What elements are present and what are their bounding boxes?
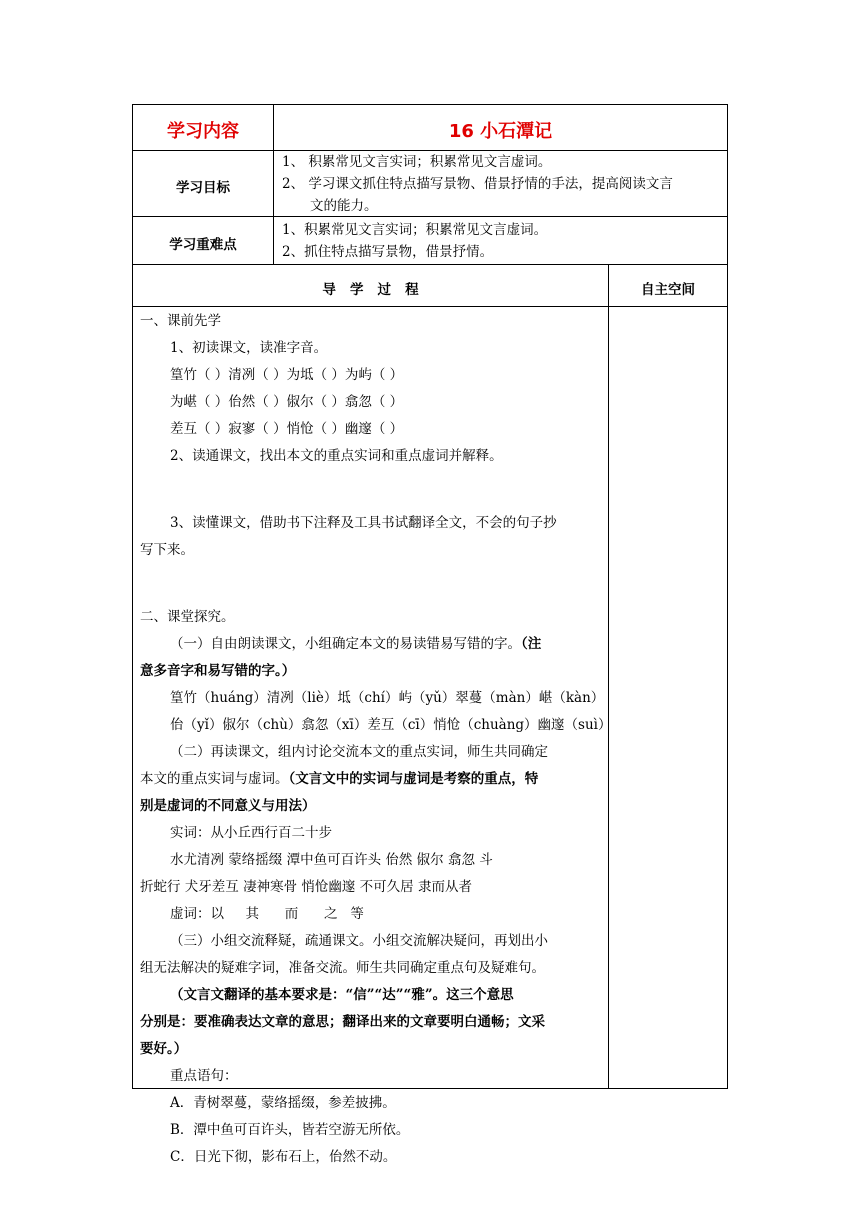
key-sentence: A．青树翠蔓，蒙络摇缀，参差披拂。 — [170, 1095, 396, 1111]
section-heading: 一、课前先学 — [140, 313, 221, 329]
shici-row: 折蛇行 犬牙差互 凄神寒骨 悄怆幽邃 不可久居 隶而从者 — [140, 879, 472, 895]
shici-heading: 实词：从小丘西行百二十步 — [170, 825, 332, 841]
explore-part-3-cont: 组无法解决的疑难字词，准备交流。师生共同确定重点句及疑难句。 — [140, 960, 545, 976]
goal-item: 2、 学习课文抓住特点描写景物、借景抒情的手法，提高阅读文言 — [282, 176, 673, 192]
focus-text — [282, 219, 722, 263]
key-sentences-label: 重点语句： — [170, 1068, 238, 1084]
shici-row: 水尤清冽 蒙络摇缀 潭中鱼可百许头 佁然 俶尔 翕忽 斗 — [170, 852, 493, 868]
side-space-label: 自主空间 — [641, 282, 695, 298]
phonetic-item: 差互（ ） — [170, 421, 229, 437]
explore-part-2: （二）再读课文，组内讨论交流本文的重点实词，师生共同确定 — [170, 744, 548, 760]
phonetic-item: 寂寥（ ） — [228, 421, 287, 437]
focus-label: 学习重难点 — [169, 237, 237, 253]
phonetic-item: 俶尔（ ） — [286, 394, 345, 410]
goals-text — [282, 151, 722, 217]
pinyin-row: 佁（yǐ）俶尔（chù）翕忽（xī）差互（cī）悄怆（chuàng）幽邃（suì） — [170, 717, 612, 733]
goal-item: 1、 积累常见文言实词；积累常见文言虚词。 — [282, 154, 552, 170]
goals-label: 学习目标 — [176, 180, 230, 196]
row-divider — [132, 306, 728, 307]
lesson-body — [140, 308, 612, 1171]
bold-note: （文言文中的实词与虚词是考察的重点，特 — [288, 771, 539, 787]
step-3: 3、读懂课文，借助书下注释及工具书试翻译全文，不会的句子抄 — [170, 515, 557, 531]
pinyin-row: 篁竹（huáng）清冽（liè）坻（chí）屿（yǔ）翠蔓（màn）嵁（kàn） — [170, 690, 605, 706]
phonetic-item: 幽邃（ ） — [344, 421, 404, 437]
key-sentence: B．潭中鱼可百许头，皆若空游无所依。 — [170, 1122, 410, 1138]
phonetic-row — [140, 362, 605, 389]
explore-part-2-cont — [140, 766, 605, 793]
xuci-row: 虚词：以 其 而 之 等 — [170, 906, 364, 922]
bold-note: 别是虚词的不同意义与用法） — [140, 798, 316, 814]
table-border-right — [727, 104, 728, 1089]
process-label: 导 学 过 程 — [322, 282, 419, 298]
phonetic-item: 为坻（ ） — [286, 367, 345, 383]
bold-note: （文言文翻译的基本要求是：“信”“达”“雅”。这三个意思 — [170, 987, 514, 1003]
bold-note: （注 — [521, 636, 542, 652]
step-1: 1、初读课文，读准字音。 — [170, 340, 328, 356]
paragraph-text: 本文的重点实词与虚词。 — [140, 771, 289, 787]
step-2: 2、读通课文，找出本文的重点实词和重点虚词并解释。 — [170, 448, 503, 464]
phonetic-item: 为屿（ ） — [344, 367, 404, 383]
phonetic-item: 翕忽（ ） — [344, 394, 404, 410]
goal-item: 文的能力。 — [310, 198, 378, 214]
phonetic-item: 佁然（ ） — [228, 394, 287, 410]
focus-item: 2、抓住特点描写景物，借景抒情。 — [282, 244, 494, 260]
step-3-cont: 写下来。 — [140, 542, 194, 558]
explore-part-3: （三）小组交流释疑，疏通课文。小组交流解决疑问，再划出小 — [170, 933, 548, 949]
key-sentence: C．日光下彻，影布石上，佁然不动。 — [170, 1149, 397, 1165]
phonetic-item: 悄怆（ ） — [286, 421, 345, 437]
phonetic-item: 为嵁（ ） — [170, 394, 229, 410]
table-border-top — [132, 104, 728, 105]
bold-note: 要好。） — [140, 1041, 188, 1057]
explore-part-1 — [140, 631, 605, 658]
row-divider — [132, 264, 728, 265]
lesson-title: 16 小石潭记 — [448, 121, 553, 142]
bold-note: 分别是：要准确表达文章的意思；翻译出来的文章要明白通畅；文采 — [140, 1014, 545, 1030]
phonetic-row — [140, 416, 605, 443]
paragraph-text: （一）自由朗读课文，小组确定本文的易读错易写错的字。 — [170, 636, 521, 652]
phonetic-item: 清冽（ ） — [228, 367, 287, 383]
phonetic-row — [140, 389, 605, 416]
section-heading: 二、课堂探究。 — [140, 609, 235, 625]
focus-item: 1、积累常见文言实词；积累常见文言虚词。 — [282, 222, 548, 238]
phonetic-item: 篁竹（ ） — [170, 367, 229, 383]
header-label: 学习内容 — [167, 121, 239, 142]
col-divider — [608, 264, 609, 1089]
bold-note: 意多音字和易写错的字。） — [140, 663, 296, 679]
